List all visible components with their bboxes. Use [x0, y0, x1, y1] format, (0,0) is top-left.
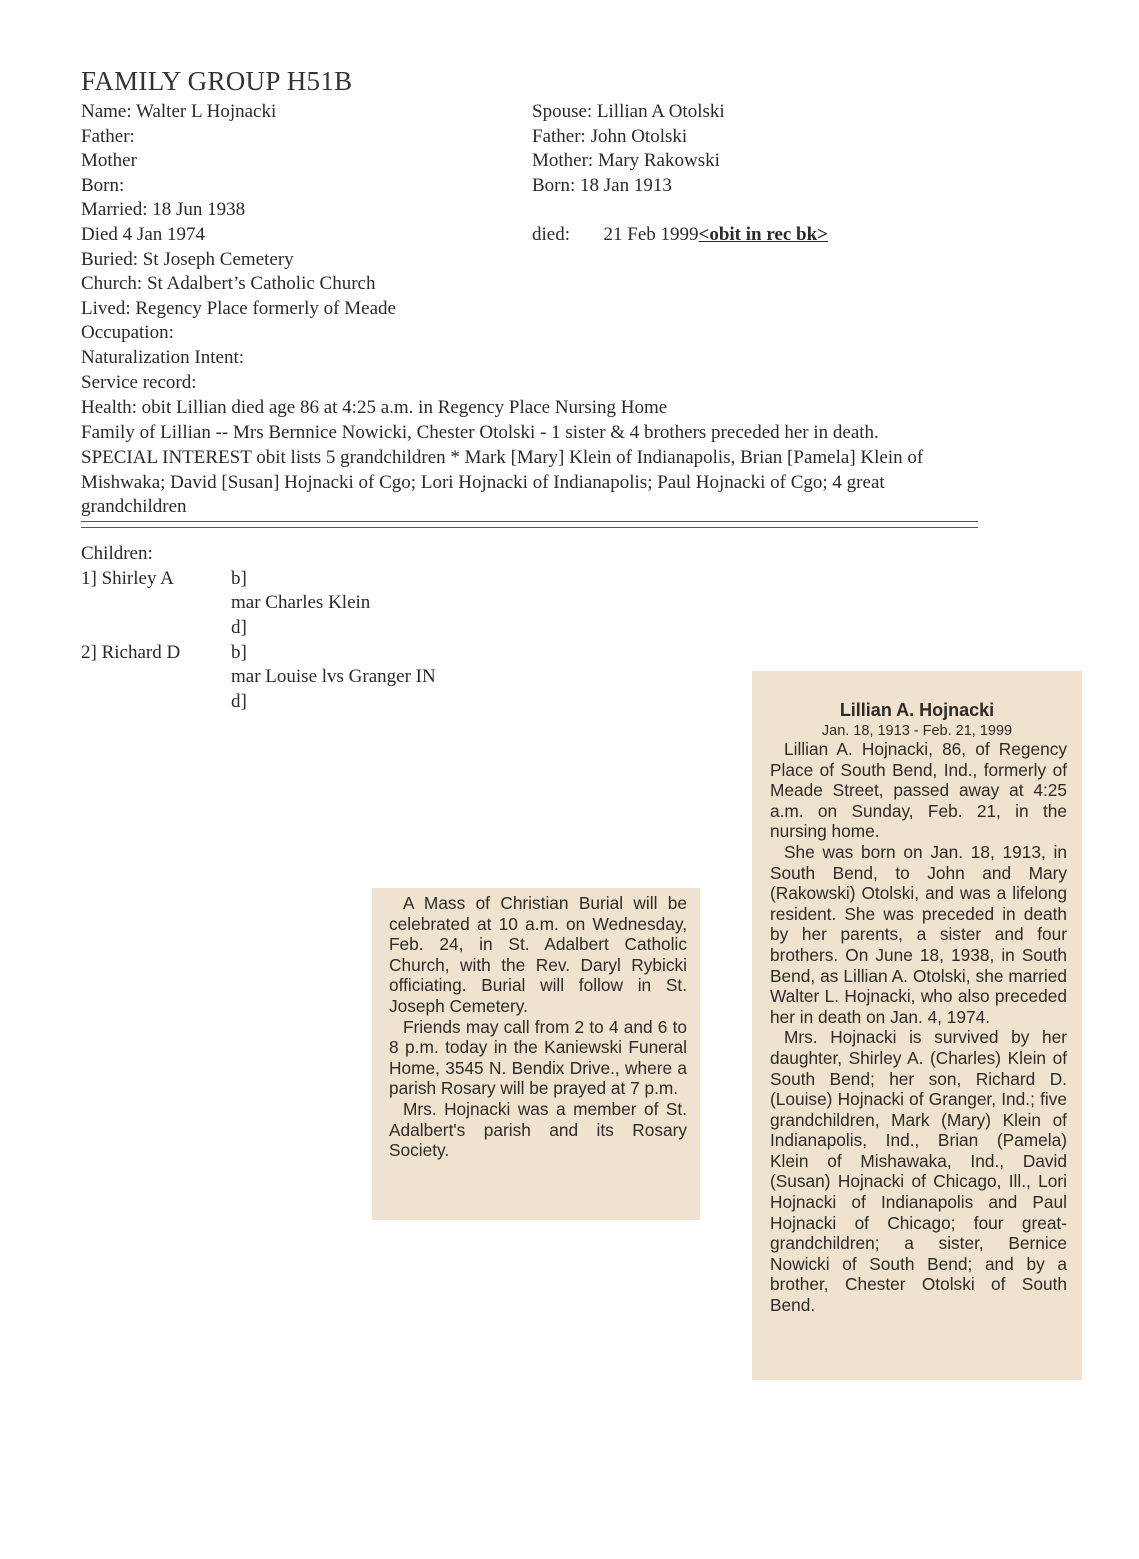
obit-link[interactable]: <obit in rec bk>: [698, 223, 829, 245]
child-1-born: b]: [231, 568, 247, 589]
health-line: Health: obit Lillian died age 86 at 4:25 a.m. in Regency Place Nursing Home: [81, 397, 668, 418]
spouse-details: [532, 100, 828, 248]
husband-details: [81, 100, 396, 395]
obituary-heading: Lillian A. Hojnacki: [839, 700, 995, 720]
husband-died: Died 4 Jan 1974: [81, 223, 206, 245]
spouse-name: Spouse: Lillian A Otolski: [532, 101, 725, 122]
service-paragraph-3: Mrs. Hojnacki was a member of St. Adalbert's parish and its Rosary Society.: [389, 1098, 687, 1161]
child-2-name: 2] Richard D: [81, 642, 181, 663]
service-paragraph-2: Friends may call from 2 to 4 and 6 to 8 p.m. today in the Kaniewski Funeral Home, 3545 N. Bendix Drive., where a parish Rosary will be prayed at 7 p.m.: [389, 1016, 687, 1099]
children-label: Children:: [81, 543, 153, 564]
husband-naturalization: Naturalization Intent:: [81, 346, 245, 368]
obituary-dates: Jan. 18, 1913 - Feb. 21, 1999: [821, 723, 1013, 739]
spouse-spacer: [532, 198, 828, 223]
spouse-mother: Mother: Mary Rakowski: [532, 150, 720, 172]
spouse-father: Father: John Otolski: [532, 125, 688, 147]
separator-line: [81, 521, 978, 528]
spouse-died-row: [532, 223, 828, 248]
husband-occupation: Occupation:: [81, 322, 174, 344]
page-title: FAMILY GROUP H51B: [81, 66, 353, 96]
child-2-born: b]: [231, 642, 247, 663]
child-1-died: d]: [231, 617, 247, 638]
husband-father: Father:: [81, 125, 135, 147]
husband-service: Service record:: [81, 371, 197, 393]
special-interest-line: SPECIAL INTEREST obit lists 5 grandchildren * Mark [Mary] Klein of Indianapolis, Brian [Pamela] Klein of Mishwaka; David [Susan] Hojnacki of Cgo; Lori Hojnacki of Indianapolis; Paul Hojnacki of Cgo; 4 great grandchildren: [81, 447, 924, 518]
obituary-paragraph-2: She was born on Jan. 18, 1913, in South Bend, to John and Mary (Rakowski) Otolski, and was a lifelong resident. She was preceded in death by her parents, a sister and four brothers. On June 18, 1938, in South Bend, as Lillian A. Otolski, she married Walter L. Hojnacki, who also preceded her in death on Jan. 4, 1974.: [770, 841, 1067, 1027]
child-1-married: mar Charles Klein: [231, 592, 371, 613]
child-1-name: 1] Shirley A: [81, 568, 174, 589]
family-of-line: Family of Lillian -- Mrs Bernnice Nowicki, Chester Otolski - 1 sister & 4 brothers preceded her in death.: [81, 422, 879, 443]
obituary-paragraph-3: Mrs. Hojnacki is survived by her daughter, Shirley A. (Charles) Klein of South Bend; her son, Richard D. (Louise) Hojnacki of Granger, Ind.; five grandchildren, Mark (Mary) Klein of Indianapolis, Ind., Brian (Pamela) Klein of Mishawaka, Ind., David (Susan) Hojnacki of Chicago, Ill., Lori Hojnacki of Indianapolis and Paul Hojnacki of Chicago; four great-grandchildren; a sister, Bernice Nowicki of South Bend; and by a brother, Chester Otolski of South Bend.: [770, 1027, 1067, 1316]
obituary-clipping: [752, 671, 1082, 1380]
service-paragraph-1: A Mass of Christian Burial will be celebrated at 10 a.m. on Wednesday, Feb. 24, in St. Adalbert Catholic Church, with the Rev. Daryl Rybicki officiating. Burial will follow in St. Joseph Cemetery.: [389, 893, 687, 1016]
husband-name: Name: Walter L Hojnacki: [81, 101, 277, 122]
husband-church: Church: St Adalbert’s Catholic Church: [81, 273, 376, 295]
husband-born: Born:: [81, 174, 125, 196]
spouse-died-label: died:: [532, 223, 570, 245]
husband-buried: Buried: St Joseph Cemetery: [81, 248, 294, 270]
spouse-born: Born: 18 Jan 1913: [532, 174, 672, 196]
husband-lived: Lived: Regency Place formerly of Meade: [81, 297, 396, 319]
husband-married: Married: 18 Jun 1938: [81, 199, 246, 221]
spouse-died-date: 21 Feb 1999: [603, 223, 699, 245]
child-2-married: mar Louise lvs Granger IN: [231, 666, 436, 687]
service-clipping: [372, 888, 700, 1220]
obituary-paragraph-1: Lillian A. Hojnacki, 86, of Regency Place of South Bend, Ind., formerly of Meade Street, passed away at 4:25 a.m. on Sunday, Feb. 21, in the nursing home.: [770, 739, 1067, 842]
husband-mother: Mother: [81, 150, 137, 172]
child-2-died: d]: [231, 691, 247, 712]
